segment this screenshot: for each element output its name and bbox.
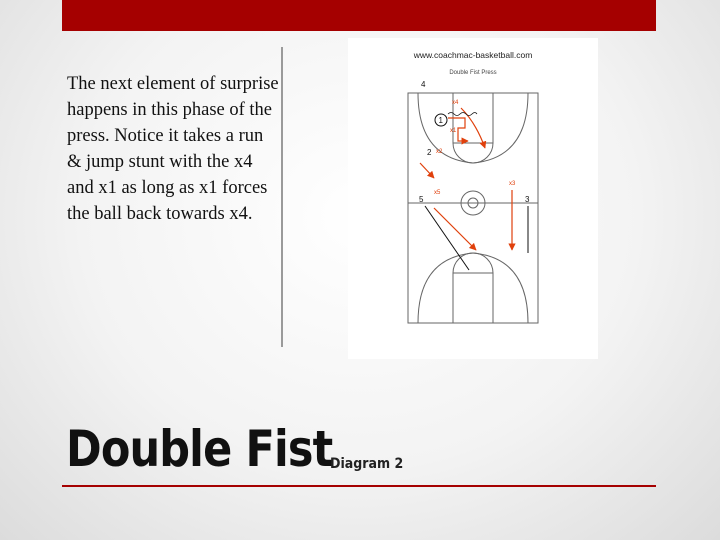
defender-x1: x1 (450, 128, 457, 134)
bottom-accent-rule (62, 485, 656, 487)
movement-arrows (420, 108, 528, 270)
website-label: www.coachmac-basketball.com (413, 50, 533, 60)
player-5: 5 (419, 195, 424, 204)
defense-players (434, 100, 516, 196)
player-1: 1 (438, 116, 443, 125)
diagram-caption: Double Fist Press (449, 70, 497, 76)
defender-x3: x3 (509, 181, 516, 187)
slide-title: Double Fist (66, 420, 333, 478)
player-2: 2 (427, 148, 432, 157)
slide-subtitle: Diagram 2 (330, 456, 404, 472)
defender-x4: x4 (452, 100, 459, 106)
player-4: 4 (421, 80, 426, 89)
court-lines (408, 93, 538, 323)
player-3: 3 (525, 195, 530, 204)
play-diagram (348, 38, 598, 359)
defender-x2: x2 (436, 149, 443, 155)
vertical-divider (281, 47, 283, 347)
body-text: The next element of surprise happens in this phase of the press. Notice it takes a run & jump stunt with the x4 and x1 as long as x1 forces the ball back towards x4. (67, 74, 279, 224)
top-accent-bar (62, 0, 656, 31)
defender-x5: x5 (434, 190, 441, 196)
